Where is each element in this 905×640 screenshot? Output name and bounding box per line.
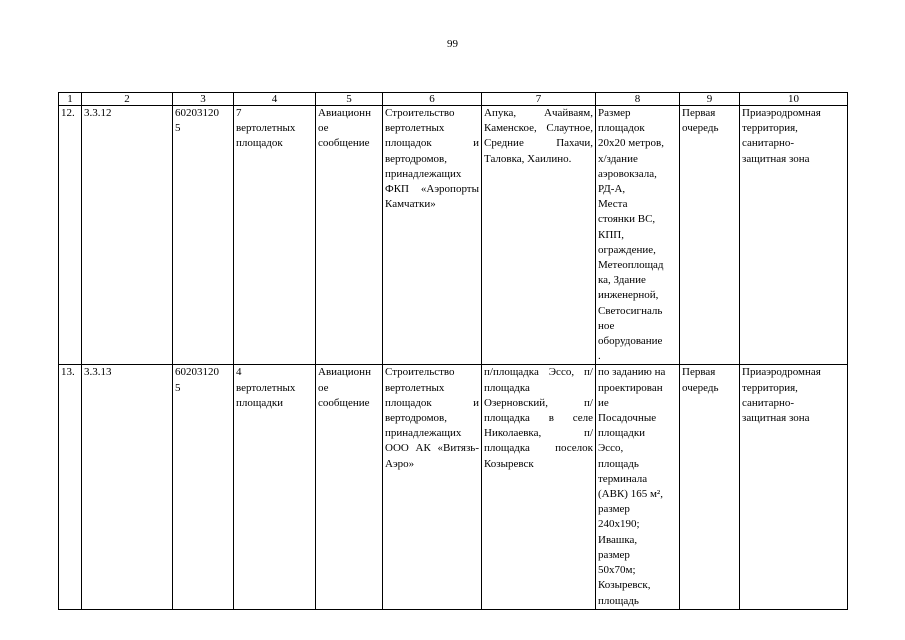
header-cell: 2 <box>82 93 173 106</box>
page-number: 99 <box>447 38 458 50</box>
object-code: 3.3.12 <box>82 106 173 365</box>
header-row <box>59 93 848 106</box>
object-name: 4 вертолетных площадки <box>234 365 316 609</box>
implementation-stage: Первая очередь <box>680 365 740 609</box>
object-description: Строительство вертолетных площадок и вертодромов, принадлежащих ООО АК «Витязь-Аэро» <box>383 365 482 609</box>
header-cell: 10 <box>740 93 848 106</box>
object-purpose: Авиационн ое сообщение <box>316 106 383 365</box>
object-description: Строительство вертолетных площадок и вертодромов, принадлежащих ФКП «Аэропорты Камчатки» <box>383 106 482 365</box>
implementation-stage: Первая очередь <box>680 106 740 365</box>
table-row <box>59 365 848 609</box>
header-cell: 3 <box>173 93 234 106</box>
restriction-zone: Приаэродромная территория, санитарно- защитная зона <box>740 106 848 365</box>
restriction-zone: Приаэродромная территория, санитарно- защитная зона <box>740 365 848 609</box>
object-parameters: по заданию на проектирован ие Посадочные площадки Эссо, площадь терминала (АВК) 165 м², размер 240х190; Ивашка, размер 50х70м; Козыревск, площадь <box>596 365 680 609</box>
header-cell: 4 <box>234 93 316 106</box>
plan-table <box>58 92 848 610</box>
object-parameters: Размер площадок 20х20 метров, х/здание аэровокзала, РД-А, Места стоянки ВС, КПП, ограждение, Метеоплощад ка, Здание инженерной, Светосигналь ное оборудование . <box>596 106 680 365</box>
object-purpose: Авиационн ое сообщение <box>316 365 383 609</box>
table-row <box>59 106 848 365</box>
header-cell: 5 <box>316 93 383 106</box>
row-number: 12. <box>59 106 82 365</box>
object-id: 60203120 5 <box>173 106 234 365</box>
header-cell: 9 <box>680 93 740 106</box>
header-cell: 7 <box>482 93 596 106</box>
object-name: 7 вертолетных площадок <box>234 106 316 365</box>
object-location: п/площадка Эссо, п/площадка Озерновский, п/площадка в селе Николаевка, п/площадка поселок Козыревск <box>482 365 596 609</box>
header-cell: 8 <box>596 93 680 106</box>
object-code: 3.3.13 <box>82 365 173 609</box>
header-cell: 1 <box>59 93 82 106</box>
row-number: 13. <box>59 365 82 609</box>
object-id: 60203120 5 <box>173 365 234 609</box>
object-location: Апука, Ачайваям, Каменское, Слаутное, Средние Пахачи, Таловка, Хаилино. <box>482 106 596 365</box>
header-cell: 6 <box>383 93 482 106</box>
